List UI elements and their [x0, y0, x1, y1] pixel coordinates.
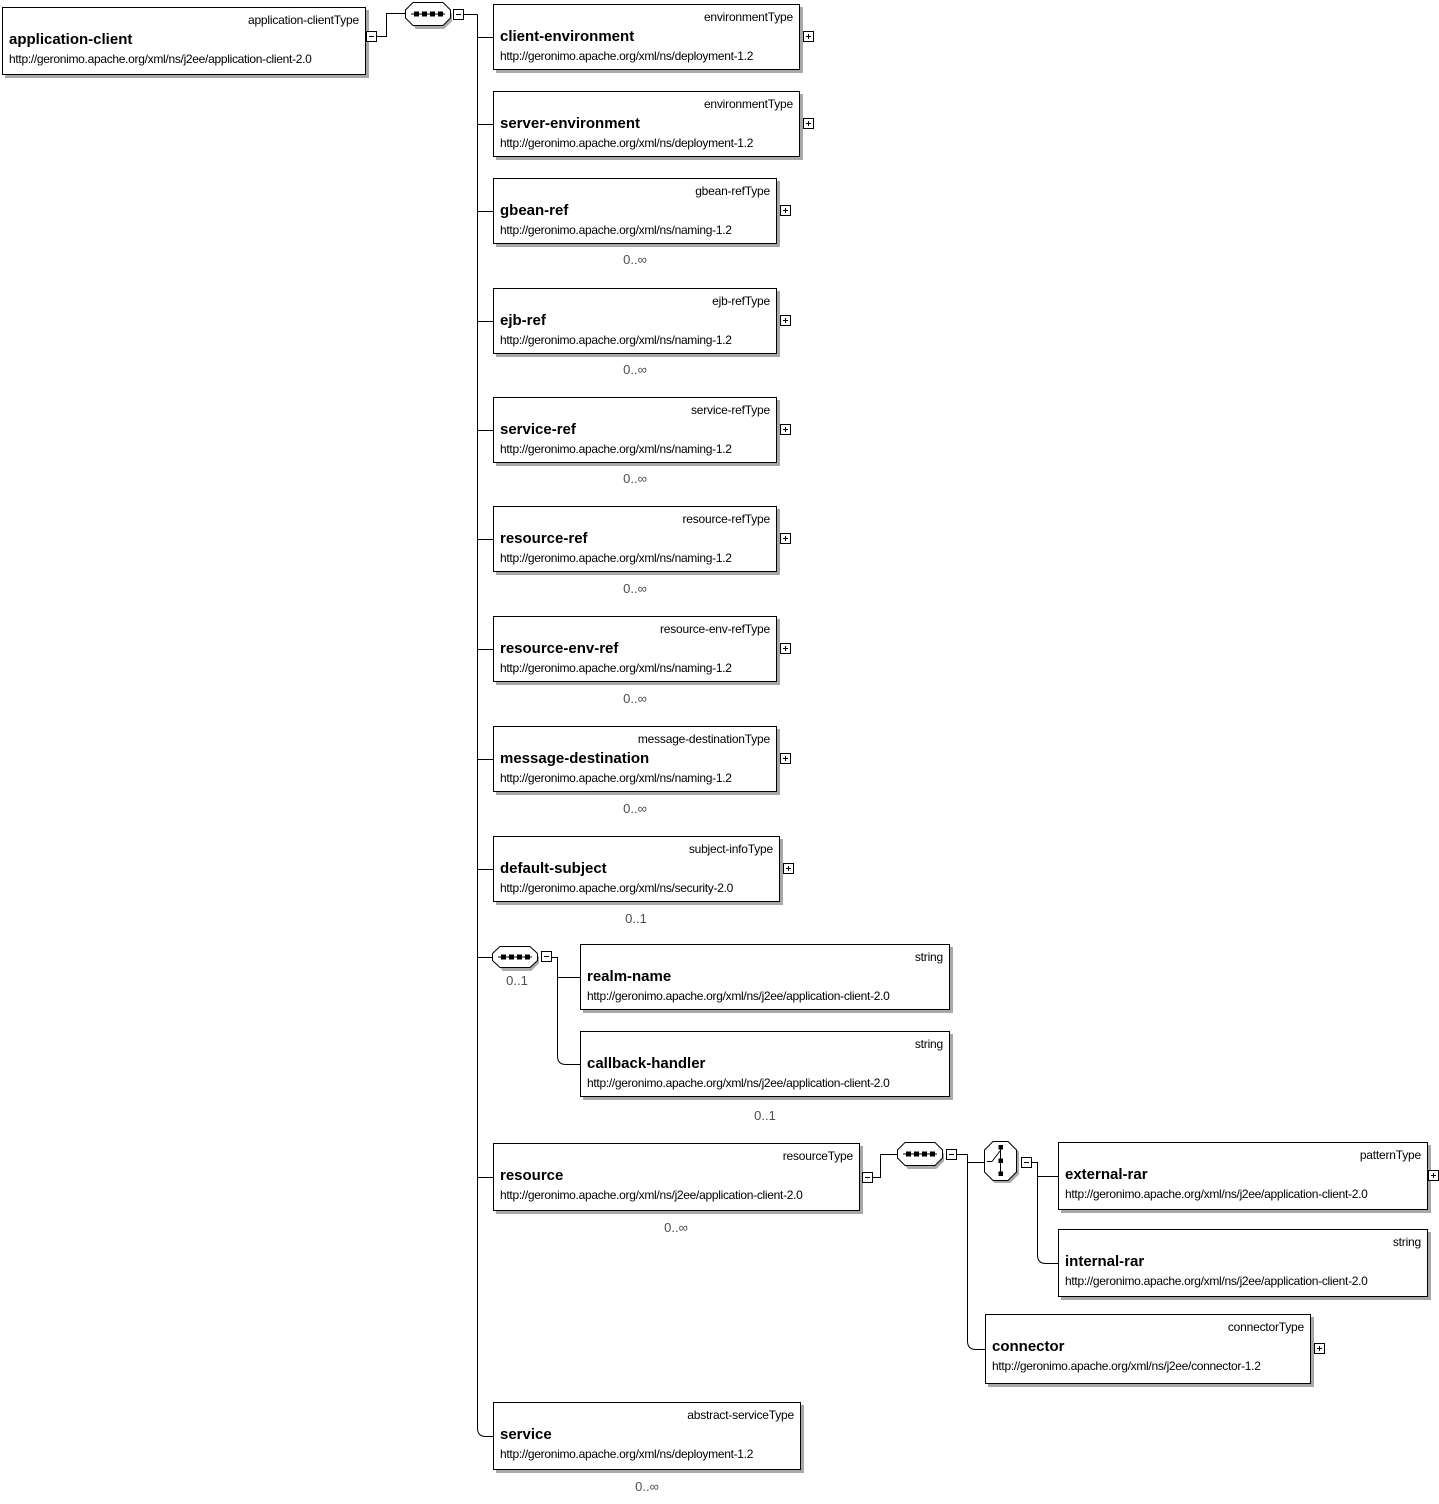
element-service[interactable] — [493, 1402, 801, 1470]
wire-auth-trunk — [552, 958, 580, 1065]
element-resource-ref[interactable] — [493, 506, 777, 572]
expand-toggle-external-rar[interactable] — [1428, 1170, 1439, 1181]
element-server-environment[interactable] — [493, 91, 800, 157]
type-label: subject-infoType — [688, 842, 773, 856]
element-namespace: http://geronimo.apache.org/xml/ns/naming-1.2 — [500, 551, 732, 565]
cardinality-callback-handler: 0..1 — [754, 1108, 776, 1123]
collapse-toggle-sequence[interactable] — [453, 9, 464, 20]
element-name: realm-name — [587, 968, 672, 985]
element-namespace: http://geronimo.apache.org/xml/ns/naming-1.2 — [500, 771, 732, 785]
element-namespace: http://geronimo.apache.org/xml/ns/j2ee/application-client-2.0 — [9, 52, 312, 66]
cardinality-resource-ref: 0..∞ — [623, 581, 647, 596]
choice-icon[interactable] — [983, 1140, 1023, 1186]
element-connector[interactable] — [985, 1314, 1311, 1384]
cardinality-auth-sequence: 0..1 — [506, 973, 528, 988]
expand-toggle-service-ref[interactable] — [780, 424, 791, 435]
collapse-toggle-resource-sequence[interactable] — [946, 1149, 957, 1160]
collapse-toggle-application-client[interactable] — [366, 31, 377, 42]
wire-choice-trunk — [1032, 1163, 1058, 1264]
expand-toggle-gbean-ref[interactable] — [780, 205, 791, 216]
expand-toggle-client-environment[interactable] — [803, 31, 814, 42]
element-namespace: http://geronimo.apache.org/xml/ns/naming-1.2 — [500, 442, 732, 456]
wire-main-trunk — [478, 15, 494, 1437]
expand-toggle-server-environment[interactable] — [803, 118, 814, 129]
element-name: gbean-ref — [500, 202, 569, 219]
expand-toggle-resource-ref[interactable] — [780, 533, 791, 544]
element-namespace: http://geronimo.apache.org/xml/ns/j2ee/connector-1.2 — [992, 1359, 1261, 1373]
collapse-toggle-resource[interactable] — [862, 1172, 873, 1183]
collapse-toggle-choice[interactable] — [1021, 1157, 1032, 1168]
type-label: string — [914, 950, 943, 964]
element-name: service — [500, 1426, 552, 1443]
element-default-subject[interactable] — [493, 836, 780, 902]
expand-toggle-default-subject[interactable] — [783, 863, 794, 874]
expand-toggle-connector[interactable] — [1314, 1343, 1325, 1354]
element-realm-name[interactable] — [580, 944, 950, 1010]
type-label: patternType — [1359, 1148, 1421, 1162]
type-label: environmentType — [703, 97, 793, 111]
element-namespace: http://geronimo.apache.org/xml/ns/deployment-1.2 — [500, 49, 754, 63]
type-label: abstract-serviceType — [687, 1408, 794, 1422]
sequence-icon[interactable] — [491, 945, 543, 972]
element-namespace: http://geronimo.apache.org/xml/ns/j2ee/application-client-2.0 — [587, 1076, 890, 1090]
cardinality-default-subject: 0..1 — [625, 911, 647, 926]
type-label: environmentType — [703, 10, 793, 24]
element-namespace: http://geronimo.apache.org/xml/ns/deployment-1.2 — [500, 1447, 754, 1461]
sequence-icon[interactable] — [896, 1141, 948, 1170]
element-name: client-environment — [500, 28, 635, 45]
element-namespace: http://geronimo.apache.org/xml/ns/j2ee/application-client-2.0 — [1065, 1274, 1368, 1288]
type-label: resource-refType — [682, 512, 770, 526]
type-label: service-refType — [690, 403, 770, 417]
element-name: ejb-ref — [500, 312, 546, 329]
element-name: resource-ref — [500, 530, 588, 547]
cardinality-ejb-ref: 0..∞ — [623, 362, 647, 377]
element-name: external-rar — [1065, 1166, 1148, 1183]
element-client-environment[interactable] — [493, 4, 800, 70]
element-name: internal-rar — [1065, 1253, 1145, 1270]
element-name: message-destination — [500, 750, 650, 767]
type-label: string — [1392, 1235, 1421, 1249]
cardinality-gbean-ref: 0..∞ — [623, 252, 647, 267]
element-service-ref[interactable] — [493, 397, 777, 463]
expand-toggle-ejb-ref[interactable] — [780, 315, 791, 326]
type-label: string — [914, 1037, 943, 1051]
type-label: ejb-refType — [712, 294, 770, 308]
element-name: server-environment — [500, 115, 641, 132]
wire-resource-seq-trunk — [957, 1155, 985, 1350]
element-external-rar[interactable] — [1058, 1142, 1428, 1210]
collapse-toggle-auth-sequence[interactable] — [541, 951, 552, 962]
element-namespace: http://geronimo.apache.org/xml/ns/security-2.0 — [500, 881, 733, 895]
cardinality-resource-env-ref: 0..∞ — [623, 691, 647, 706]
type-label: connectorType — [1227, 1320, 1304, 1334]
cardinality-service: 0..∞ — [635, 1479, 659, 1494]
element-internal-rar[interactable] — [1058, 1229, 1428, 1297]
element-namespace: http://geronimo.apache.org/xml/ns/deployment-1.2 — [500, 136, 754, 150]
element-namespace: http://geronimo.apache.org/xml/ns/j2ee/application-client-2.0 — [587, 989, 890, 1003]
element-resource[interactable] — [493, 1143, 860, 1211]
element-message-destination[interactable] — [493, 726, 777, 792]
element-namespace: http://geronimo.apache.org/xml/ns/j2ee/application-client-2.0 — [1065, 1187, 1368, 1201]
element-name: default-subject — [500, 860, 607, 877]
cardinality-message-destination: 0..∞ — [623, 801, 647, 816]
type-label: resourceType — [782, 1149, 853, 1163]
element-namespace: http://geronimo.apache.org/xml/ns/naming-1.2 — [500, 223, 732, 237]
element-name: resource-env-ref — [500, 640, 619, 657]
element-gbean-ref[interactable] — [493, 178, 777, 244]
element-ejb-ref[interactable] — [493, 288, 777, 354]
sequence-icon[interactable] — [404, 1, 456, 30]
element-namespace: http://geronimo.apache.org/xml/ns/j2ee/application-client-2.0 — [500, 1188, 803, 1202]
element-name: callback-handler — [587, 1055, 706, 1072]
type-label: gbean-refType — [695, 184, 770, 198]
cardinality-resource: 0..∞ — [664, 1220, 688, 1235]
wire-resource-to-sequence — [873, 1155, 898, 1178]
element-name: resource — [500, 1167, 564, 1184]
element-application-client[interactable] — [2, 7, 366, 75]
expand-toggle-message-destination[interactable] — [780, 753, 791, 764]
element-name: service-ref — [500, 421, 576, 438]
element-resource-env-ref[interactable] — [493, 616, 777, 682]
cardinality-service-ref: 0..∞ — [623, 471, 647, 486]
element-namespace: http://geronimo.apache.org/xml/ns/naming-1.2 — [500, 661, 732, 675]
element-name: application-client — [9, 31, 133, 48]
type-label: application-clientType — [247, 13, 359, 27]
wire-root-to-sequence — [377, 14, 406, 37]
expand-toggle-resource-env-ref[interactable] — [780, 643, 791, 654]
element-namespace: http://geronimo.apache.org/xml/ns/naming-1.2 — [500, 333, 732, 347]
type-label: message-destinationType — [637, 732, 770, 746]
element-callback-handler[interactable] — [580, 1031, 950, 1097]
element-name: connector — [992, 1338, 1065, 1355]
type-label: resource-env-refType — [659, 622, 770, 636]
